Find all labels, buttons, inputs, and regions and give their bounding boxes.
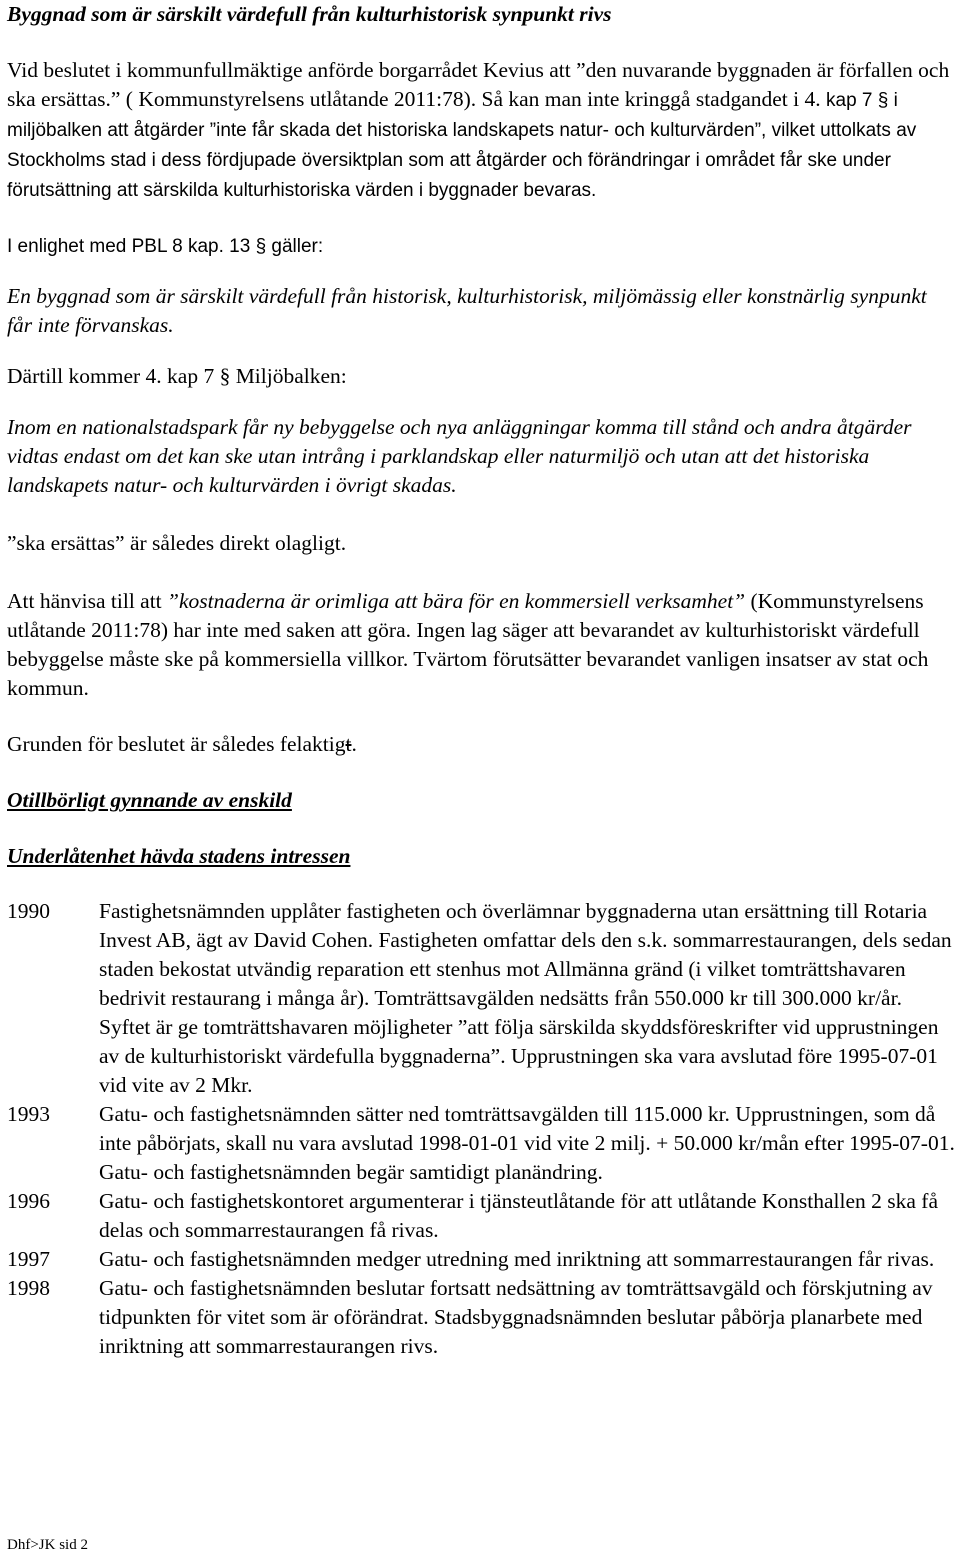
pbl-quote: En byggnad som är särskilt värdefull från historisk, kulturhistorisk, miljömässig eller konstnärlig synpunkt får inte förvanskas. [7,284,927,337]
miljobalken-intro: Därtill kommer 4. kap 7 § Miljöbalken: [7,364,347,388]
miljobalken-quote: Inom en nationalstadspark får ny bebyggelse och nya anläggningar komma till stånd och andra åtgärder vidtas endast om det kan ske utan intrång i parklandskap eller naturmiljö och utan att det historiska landskapets natur- och kulturvärden i övrigt skadas. [7,415,912,497]
heading-underlatenhet: Underlåtenhet hävda stadens intressen [7,844,351,868]
cost-post: (Kommunstyrelsens utlåtande 2011:78) har inte med saken att göra. Ingen lag säger att bevarandet av kulturhistoriskt värdefull bebyggelse måste ske på kommersiella villkor. Tvärtom förutsätter bevarandet vanligen insatser av stat och kommun. [7,589,929,700]
cost-quote: ”kostnaderna är orimliga att bära för en kommersiell verksamhet” [167,589,746,613]
timeline [7,897,957,1361]
timeline-year: 1990 [7,899,50,923]
timeline-year: 1996 [7,1189,50,1213]
paragraph-decision-sans: kap 7 § i miljöbalken att åtgärder ”inte får skada det historiska landskapets natur- och kulturvärden”, vilket uttolkats av Stockholms stad i dess fördjupade översiktplan som att åtgärder och förändringar i området får ske under förutsättning att särskilda kulturhistoriska värden i byggnader bevaras. [7,90,917,201]
timeline-text: Gatu- och fastighetsnämnden sätter ned tomträttsavgälden till 115.000 kr. Upprustningen, som då inte påbörjats, skall nu vara avslutad 1998-01-01 vid vite 2 milj. + 50.000 kr/mån efter 1995-07-01. Gatu- och fastighetsnämnden begär samtidigt planändring. [99,1102,955,1184]
paragraph-decision [7,56,957,205]
timeline-year: 1997 [7,1247,50,1271]
document-page [7,0,957,1361]
page-footer: Dhf>JK sid 2 [7,1537,88,1553]
illegal-statement: ”ska ersättas” är således direkt olagligt. [7,531,347,555]
grounds-text: Grunden för beslutet är således felaktig [7,732,346,756]
timeline-row [7,1187,957,1245]
timeline-text: Gatu- och fastighetsnämnden medger utredning med inriktning att sommarrestaurangen får rivas. [99,1247,935,1271]
timeline-row [7,1100,957,1187]
grounds-statement [7,730,957,759]
timeline-year: 1998 [7,1276,50,1300]
timeline-text: Gatu- och fastighetsnämnden beslutar fortsatt nedsättning av tomträttsavgäld och förskjutning av tidpunkten för vitet som är oförändrat. Stadsbyggnadsnämnden beslutar påbörja planarbete med inriktning att sommarrestaurangen rivs. [99,1276,933,1358]
grounds-end: . [351,732,357,756]
cost-pre: Att hänvisa till att [7,589,168,613]
heading-otillborligt: Otillbörligt gynnande av enskild [7,788,292,812]
paragraph-decision-serif: Vid beslutet i kommunfullmäktige anförde borgarrådet Kevius att ”den nuvarande byggnaden är förfallen och ska ersättas.” ( Kommunstyrelsens utlåtande 2011:78). Så kan man inte kringgå stadgandet i 4. [7,58,950,111]
timeline-text: Fastighetsnämnden upplåter fastigheten och överlämnar byggnaderna utan ersättning till Rotaria Invest AB, ägt av David Cohen. Fastigheten omfattar dels den s.k. sommarrestaurangen, dels sedan staden bekostat utvändig reparation ett stenhus mot Allmänna gränd (i vilket tomträttshavaren bedrivit restaurang i många år). Tomträttsavgälden nedsätts från 550.000 kr till 300.000 kr/år. Syftet är ge tomträttshavaren möjligheter ”att följa särskilda skyddsföreskrifter vid upprustningen av de kulturhistoriskt värdefulla byggnaderna”. Upprustningen ska vara avslutad före 1995-07-01 vid vite av 2 Mkr. [99,899,952,1097]
grounds-struck: t [345,732,352,756]
timeline-row [7,897,957,1100]
section-heading: Byggnad som är särskilt värdefull från kulturhistorisk synpunkt rivs [7,2,612,26]
timeline-text: Gatu- och fastighetskontoret argumenterar i tjänsteutlåtande för att utlåtande Konsthallen 2 ska få delas och sommarrestaurangen få rivas. [99,1189,939,1242]
timeline-row [7,1274,957,1361]
cost-paragraph [7,587,957,703]
timeline-year: 1993 [7,1102,50,1126]
pbl-intro: I enlighet med PBL 8 kap. 13 § gäller: [7,236,324,257]
timeline-row [7,1245,957,1274]
